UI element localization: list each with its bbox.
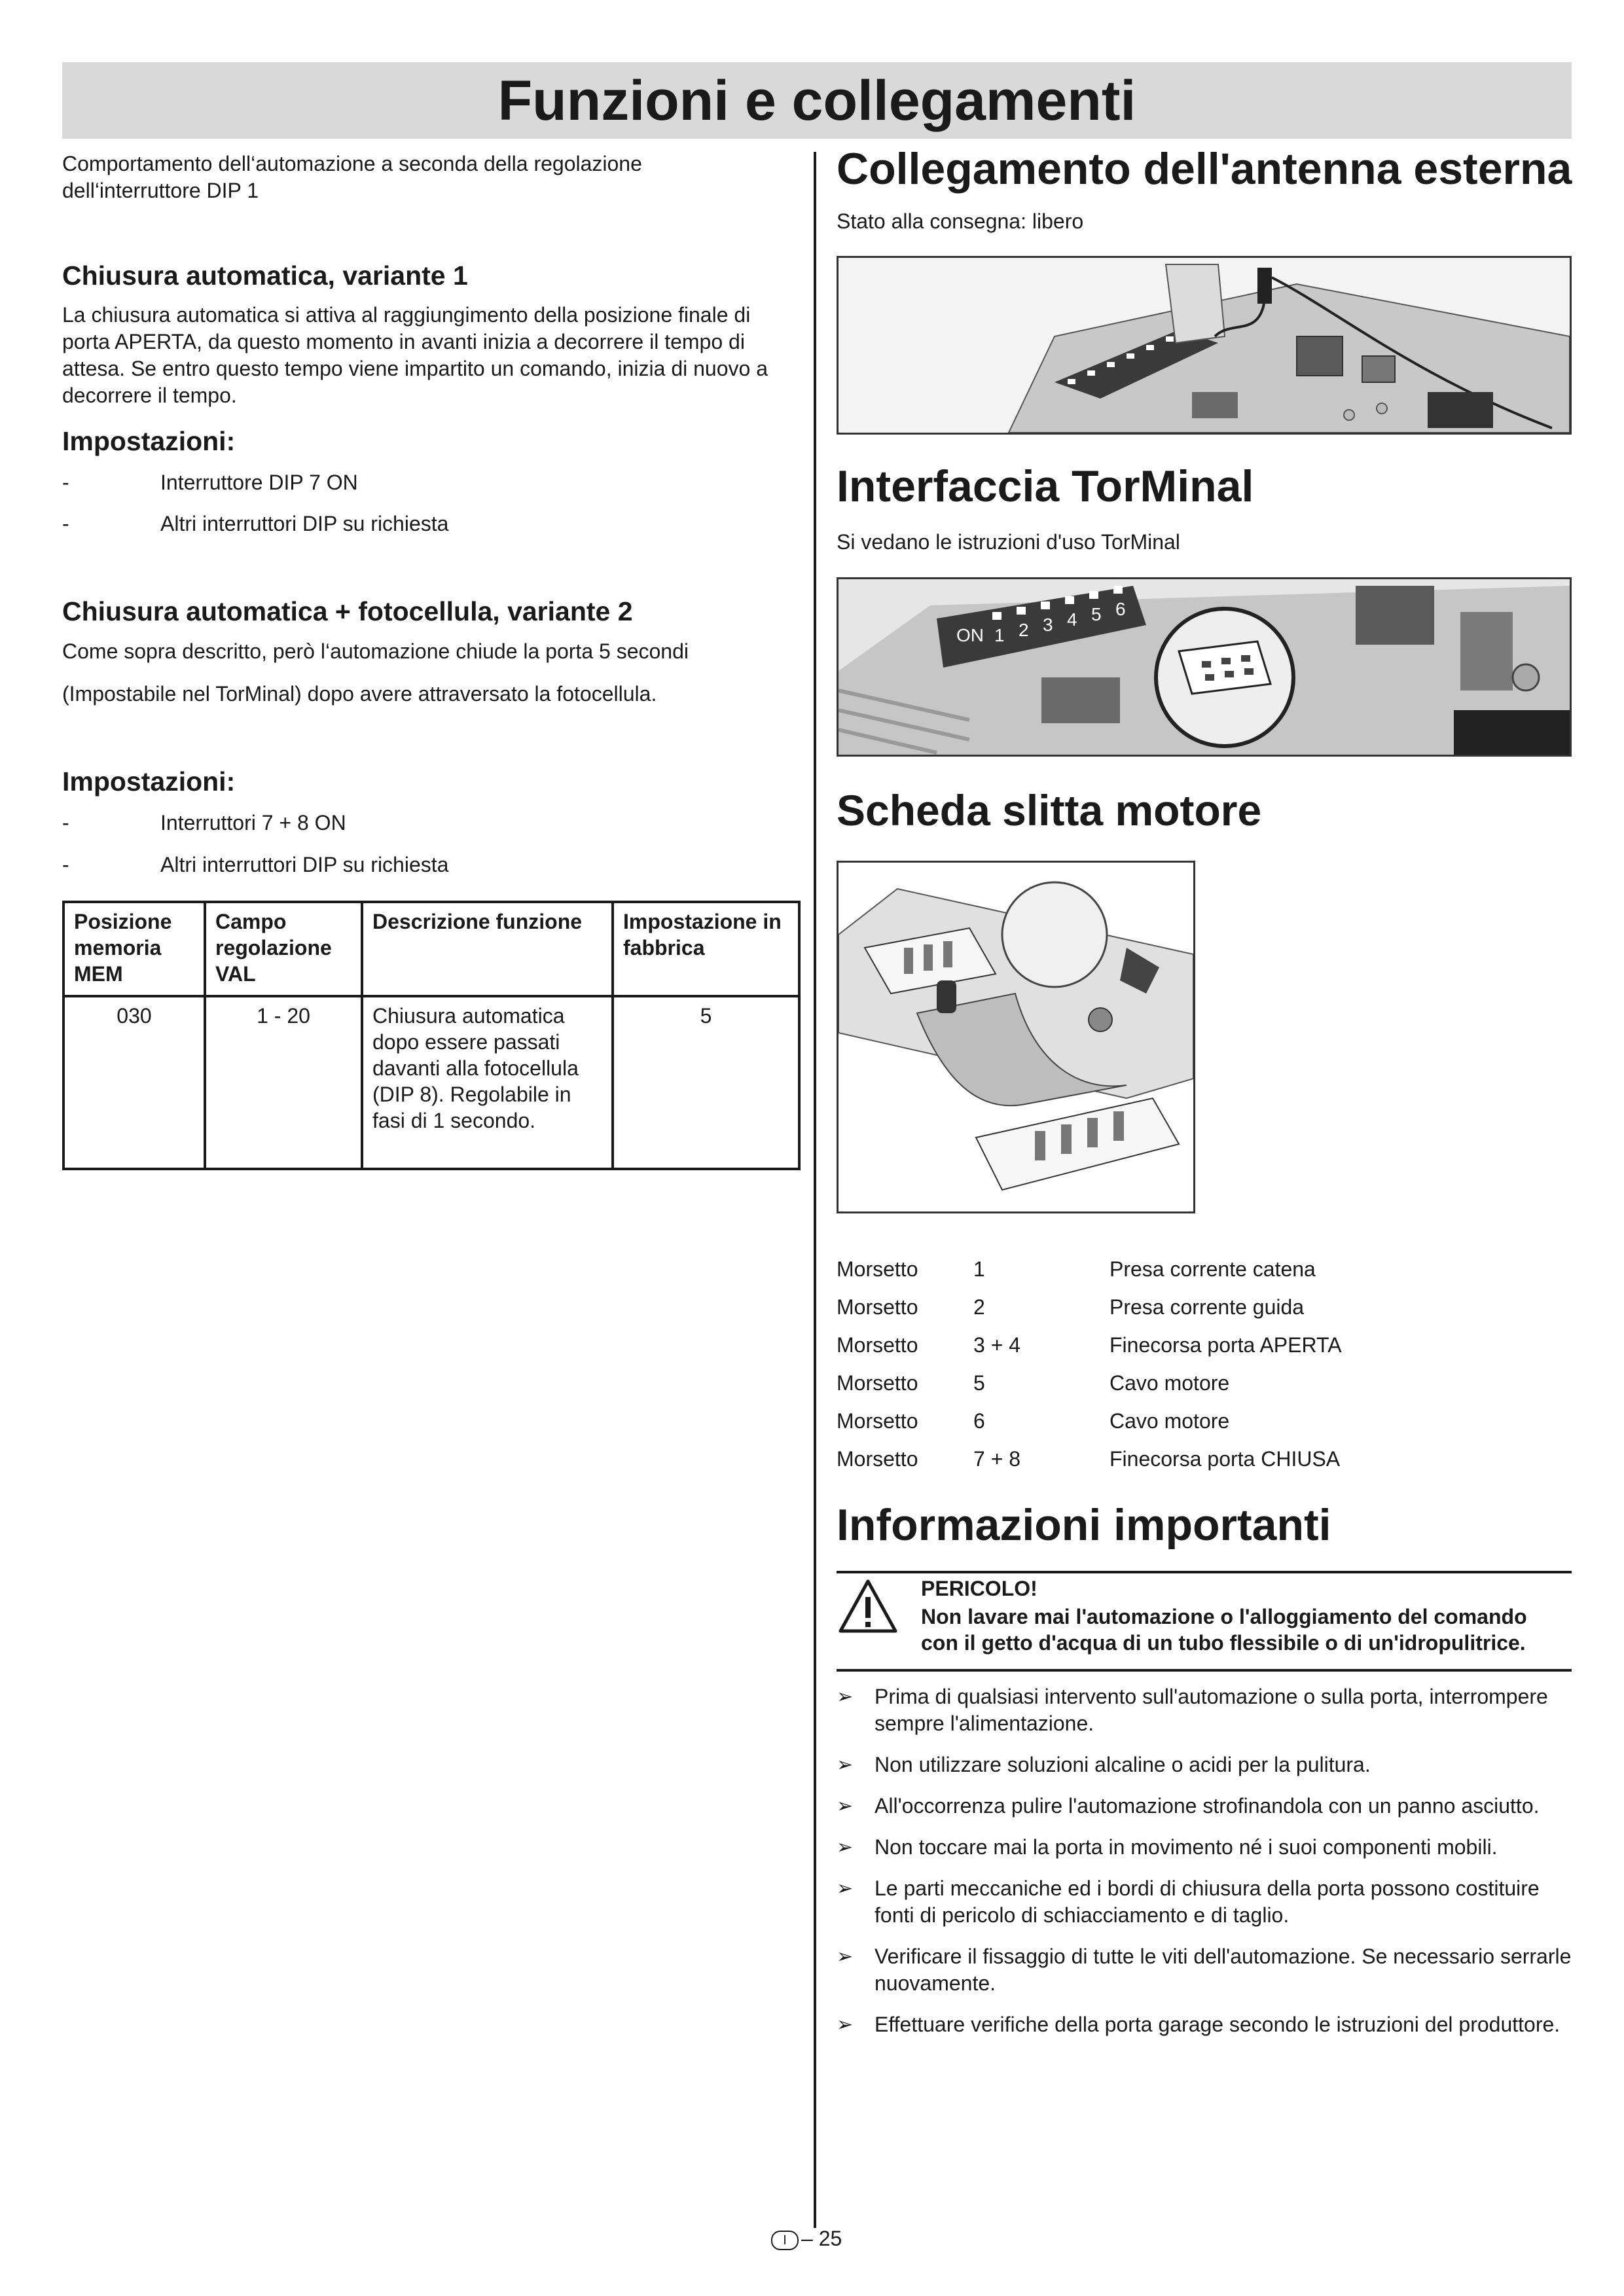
arrow-icon: ➢ bbox=[837, 1837, 854, 1858]
table-row bbox=[837, 1250, 1437, 1288]
terminal-description: Cavo motore bbox=[1110, 1371, 1230, 1395]
list-item: ➢ Non toccare mai la porta in movimento né i suoi componenti mobili. bbox=[837, 1834, 1576, 1861]
dip-label: 4 bbox=[1067, 609, 1077, 630]
antenna-illustration bbox=[837, 256, 1572, 435]
list-item: Interruttore DIP 7 ON bbox=[160, 471, 358, 494]
table-row bbox=[837, 1288, 1437, 1326]
table-cell: 5 bbox=[613, 996, 799, 1169]
table-header-cell: Posizione memoria MEM bbox=[63, 902, 205, 996]
page-number-text: – 25 bbox=[801, 2227, 842, 2250]
section1-settings-heading: Impostazioni: bbox=[62, 426, 236, 456]
intro-text: Comportamento dell‘automazione a seconda della regolazione dell‘interruttore DIP 1 bbox=[62, 152, 642, 202]
dip-label-on: ON bbox=[956, 625, 984, 645]
arrow-icon: ➢ bbox=[837, 1754, 854, 1776]
terminal-label: Morsetto bbox=[837, 1447, 918, 1471]
terminal-number: 1 bbox=[973, 1257, 985, 1281]
language-badge: I bbox=[771, 2231, 799, 2250]
terminal-number: 7 + 8 bbox=[973, 1447, 1021, 1471]
antenna-heading: Collegamento dell'antenna esterna bbox=[837, 144, 1572, 194]
dip-label: 1 bbox=[994, 625, 1005, 645]
dip-label: 2 bbox=[1019, 620, 1029, 640]
list-item: ➢ Non utilizzare soluzioni alcaline o acidi per la pulitura. bbox=[837, 1751, 1576, 1778]
table-row bbox=[837, 1364, 1437, 1402]
list-item: Altri interruttori DIP su richiesta bbox=[160, 512, 449, 535]
list-item: Interruttori 7 + 8 ON bbox=[160, 811, 346, 834]
table-header-row bbox=[63, 902, 799, 996]
list-dash: - bbox=[62, 512, 69, 535]
table-header-cell: Impostazione in fabbrica bbox=[613, 902, 799, 996]
terminal-number: 5 bbox=[973, 1371, 985, 1395]
terminal-label: Morsetto bbox=[837, 1295, 918, 1319]
terminal-description: Finecorsa porta APERTA bbox=[1110, 1333, 1342, 1357]
torminal-note: Si vedano le istruzioni d'uso TorMinal bbox=[837, 530, 1180, 554]
warning-title: PERICOLO! bbox=[921, 1577, 1038, 1600]
section2-line1: Come sopra descritto, però l‘automazione chiude la porta 5 secondi bbox=[62, 639, 689, 663]
terminal-number: 6 bbox=[973, 1409, 985, 1433]
column-divider bbox=[814, 152, 816, 2228]
torminal-illustration bbox=[837, 577, 1572, 757]
list-item: ➢ Effettuare verifiche della porta garage secondo le istruzioni del produttore. bbox=[837, 2011, 1576, 2038]
section2-settings-heading: Impostazioni: bbox=[62, 766, 236, 797]
terminal-description: Cavo motore bbox=[1110, 1409, 1230, 1433]
page-number bbox=[771, 2225, 842, 2251]
table-cell: 1 - 20 bbox=[205, 996, 362, 1169]
list-item: Altri interruttori DIP su richiesta bbox=[160, 853, 449, 876]
table-header-cell: Campo regolazione VAL bbox=[205, 902, 362, 996]
list-item: ➢ Verificare il fissaggio di tutte le viti dell'automazione. Se necessario serrarle nuovamente. bbox=[837, 1945, 1572, 1995]
table-row bbox=[837, 1326, 1437, 1364]
section1-body: La chiusura automatica si attiva al raggiungimento della posizione finale di porta APERTA, da questo momento in avanti inizia a decorrere il tempo di attesa. Se entro questo tempo viene impartito un comando, inizia di nuovo a decorrere il tempo. bbox=[62, 303, 768, 407]
slitta-heading: Scheda slitta motore bbox=[837, 786, 1262, 834]
antenna-note: Stato alla consegna: libero bbox=[837, 209, 1084, 233]
terminal-description: Presa corrente guida bbox=[1110, 1295, 1305, 1319]
list-dash: - bbox=[62, 471, 69, 494]
info-heading: Informazioni importanti bbox=[837, 1500, 1331, 1550]
table-cell: 030 bbox=[63, 996, 205, 1169]
dip-label: 5 bbox=[1091, 604, 1102, 624]
section2-heading: Chiusura automatica + fotocellula, variante 2 bbox=[62, 596, 633, 626]
warning-icon bbox=[838, 1579, 898, 1637]
terminal-label: Morsetto bbox=[837, 1371, 918, 1395]
table-cell: Chiusura automatica dopo essere passati davanti alla fotocellula (DIP 8). Regolabile in fasi di 1 secondo. bbox=[362, 996, 613, 1169]
list-item: ➢ Le parti meccaniche ed i bordi di chiusura della porta possono costituire fonti di pericolo di schiacciamento e di taglio. bbox=[837, 1876, 1540, 1927]
dip-label: 6 bbox=[1115, 599, 1126, 619]
terminal-description: Finecorsa porta CHIUSA bbox=[1110, 1447, 1341, 1471]
terminal-label: Morsetto bbox=[837, 1257, 918, 1281]
list-item: ➢ All'occorrenza pulire l'automazione strofinandola con un panno asciutto. bbox=[837, 1793, 1576, 1820]
section2-line2: (Impostabile nel TorMinal) dopo avere attraversato la fotocellula. bbox=[62, 682, 657, 706]
warning-text: Non lavare mai l'automazione o l'alloggiamento del comando con il getto d'acqua di un tubo flessibile o di un'idropulitrice. bbox=[921, 1605, 1527, 1655]
slitta-illustration bbox=[837, 861, 1195, 1213]
table-row bbox=[63, 996, 799, 1169]
table-row bbox=[837, 1402, 1437, 1440]
list-dash: - bbox=[62, 853, 69, 876]
terminal-description: Presa corrente catena bbox=[1110, 1257, 1316, 1281]
terminal-table bbox=[837, 1250, 1437, 1478]
arrow-icon: ➢ bbox=[837, 1686, 854, 1708]
terminal-number: 3 + 4 bbox=[973, 1333, 1021, 1357]
table-row bbox=[837, 1440, 1437, 1478]
terminal-label: Morsetto bbox=[837, 1409, 918, 1433]
table-header-cell: Descrizione funzione bbox=[362, 902, 613, 996]
arrow-icon: ➢ bbox=[837, 1946, 854, 1967]
terminal-number: 2 bbox=[973, 1295, 985, 1319]
dip-label: 3 bbox=[1043, 615, 1053, 635]
terminal-label: Morsetto bbox=[837, 1333, 918, 1357]
memory-table bbox=[62, 901, 801, 1170]
section1-heading: Chiusura automatica, variante 1 bbox=[62, 260, 468, 291]
info-bullet-list bbox=[837, 1683, 1576, 2053]
page-title: Funzioni e collegamenti bbox=[497, 69, 1136, 132]
arrow-icon: ➢ bbox=[837, 2014, 854, 2036]
list-dash: - bbox=[62, 811, 69, 834]
arrow-icon: ➢ bbox=[837, 1878, 854, 1899]
arrow-icon: ➢ bbox=[837, 1795, 854, 1817]
list-item: ➢ Prima di qualsiasi intervento sull'automazione o sulla porta, interrompere sempre l'alimentazione. bbox=[837, 1685, 1548, 1735]
torminal-heading: Interfaccia TorMinal bbox=[837, 461, 1254, 511]
